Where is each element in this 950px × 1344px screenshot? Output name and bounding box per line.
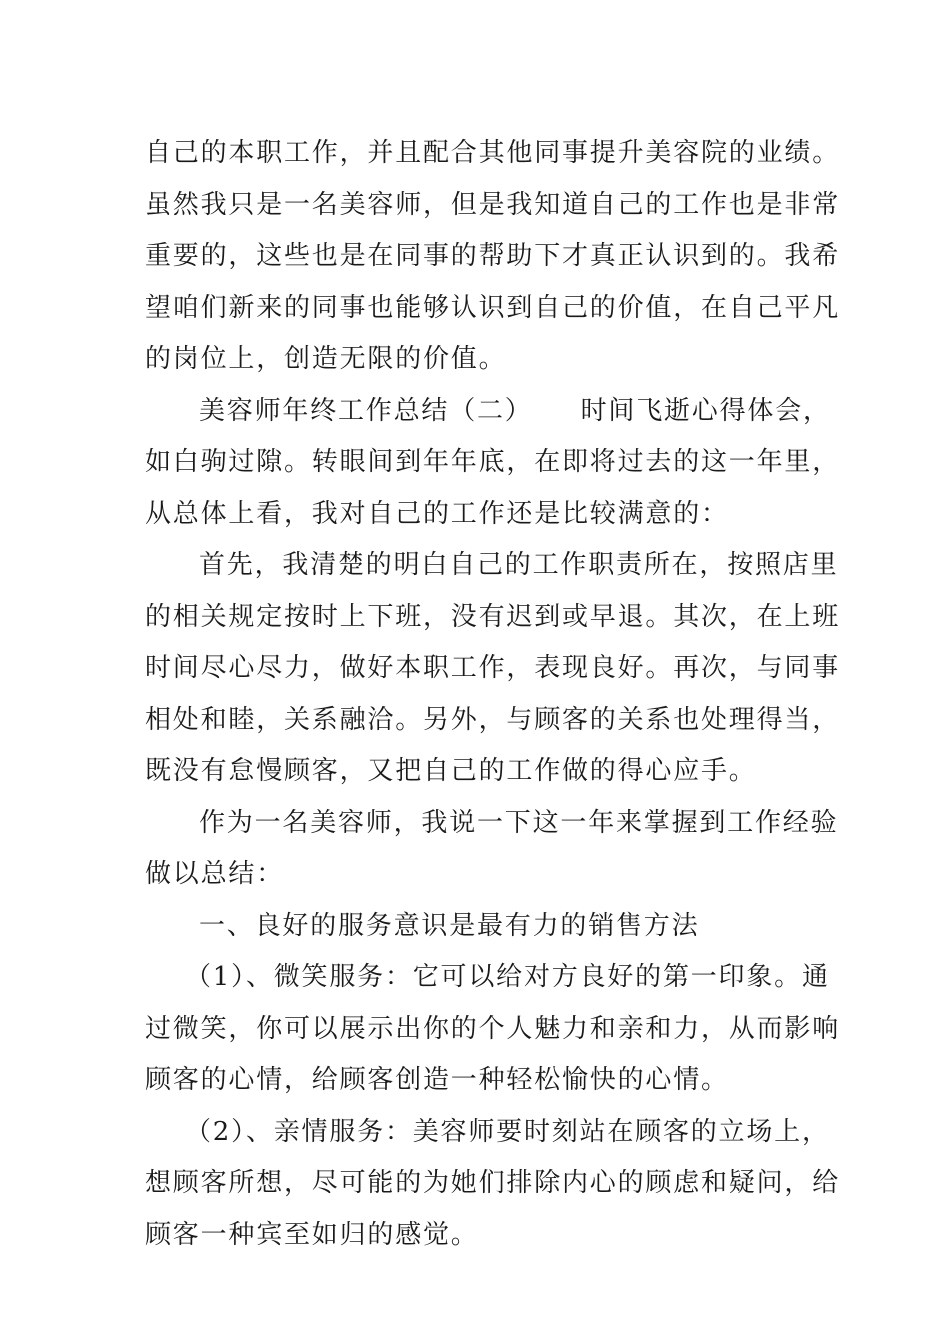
text-fragment: 时间飞逝心得体会， [580,395,831,426]
text-line: 时间尽心尽力，做好本职工作，表现良好。再次，与同事 [145,653,841,683]
text-line: 顾客的心情，给顾客创造一种轻松愉快的心情。 [145,1065,729,1095]
text-line: （1）、微笑服务：它可以给对方良好的第一印象。通 [185,962,830,992]
text-line: 想顾客所想，尽可能的为她们排除内心的顾虑和疑问，给 [145,1168,841,1198]
section-heading-line [145,386,831,438]
text-line: 作为一名美容师，我说一下这一年来掌握到工作经验 [199,807,839,838]
text-line: 望咱们新来的同事也能够认识到自己的价值，在自己平凡 [145,292,841,323]
text-line: 的岗位上，创造无限的价值。 [145,344,507,374]
text-line: 顾客一种宾至如归的感觉。 [145,1219,479,1250]
text-line: 首先，我清楚的明白自己的工作职责所在，按照店里 [199,550,839,580]
text-line: （2）、亲情服务：美容师要时刻站在顾客的立场上， [185,1116,830,1147]
text-line: 自己的本职工作，并且配合其他同事提升美容院的业绩。 [145,138,841,168]
text-line: 既没有怠慢顾客，又把自己的工作做的得心应手。 [145,756,757,786]
document-body [145,128,841,1261]
text-line: 重要的，这些也是在同事的帮助下才真正认识到的。我希 [145,241,841,271]
text-line: 做以总结： [145,859,285,889]
text-line: 的相关规定按时上下班，没有迟到或早退。其次，在上班 [145,601,841,632]
text-line: 相处和睦，关系融洽。另外，与顾客的关系也处理得当， [145,704,841,735]
text-line: 如白驹过隙。转眼间到年年底，在即将过去的这一年里， [145,447,841,477]
text-line: 过微笑，你可以展示出你的个人魅力和亲和力，从而影响 [145,1013,841,1044]
text-line: 从总体上看，我对自己的工作还是比较满意的： [145,498,729,529]
subheading-line: 一、良好的服务意识是最有力的销售方法 [199,910,700,941]
text-line: 虽然我只是一名美容师，但是我知道自己的工作也是非常 [145,189,841,220]
section-heading: 美容师年终工作总结（二） [199,395,533,426]
